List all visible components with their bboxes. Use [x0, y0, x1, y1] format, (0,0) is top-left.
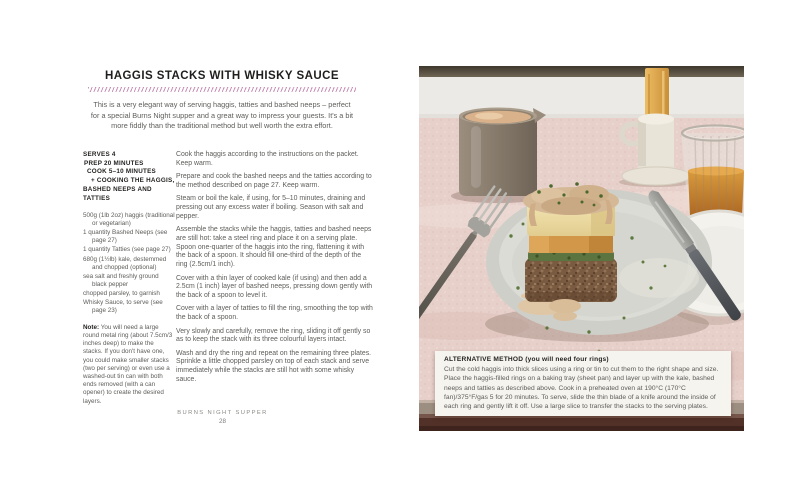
cook-time-label: COOK 5–10 MINUTES	[87, 168, 156, 176]
extra-cook-time-label: + COOKING THE HAGGIS, BASHED NEEPS AND TATTIES	[83, 177, 175, 202]
decorative-hatch-rule	[88, 87, 356, 92]
ingredient-item: chopped parsley, to garnish	[83, 289, 160, 297]
ingredient-item: 1 quantity Bashed Neeps (see page 27)	[83, 229, 168, 245]
recipe-intro: This is a very elegant way of serving haggis, tatties and bashed neeps – perfect for a special Burns Night supper and a great way to impress your guests. It's a bit more fiddly than the traditional method but well worth the extra effort.	[90, 100, 354, 131]
ingredient-item: 680g (1½lb) kale, destemmed and chopped (optional)	[83, 255, 167, 271]
page-number: 28	[218, 418, 226, 425]
recipe-meta	[83, 151, 175, 203]
serves-label: SERVES 4	[83, 151, 116, 158]
prep-time-label: PREP 20 MINUTES	[84, 159, 144, 167]
recipe-title: HAGGIS STACKS WITH WHISKY SAUCE	[105, 70, 339, 82]
method-step: Prepare and cook the bashed neeps and the tatties according to the method described on page 27. Keep warm.	[176, 173, 372, 189]
method-step: Cover with a thin layer of cooked kale (if using) and then add a 2.5cm (1 inch) layer of bashed neeps, pressing down gently with the back of a spoon to level it.	[176, 274, 373, 300]
whisky-sauce-jug	[451, 108, 546, 204]
ingredients-list	[83, 212, 175, 315]
note-text: You will need a large round metal ring (about 7.5cm/3 inches deep) to make the stacks. If you don't have one, you could make smaller stacks (two per serving) or even use a washed-out tin can with both ends removed (with a can opener) to create the desired layers.	[83, 323, 173, 405]
section-title: BURNS NIGHT SUPPER	[177, 410, 268, 416]
recipe-sidebar	[83, 151, 175, 406]
ingredient-item: 1 quantity Tatties (see page 27)	[83, 246, 171, 254]
method-step: Cover with a layer of tatties to fill the ring, smoothing the top with the back of a spoon.	[176, 305, 373, 322]
method-step: Steam or boil the kale, if using, for 5–10 minutes, draining and pressing out any excess water if boiling. Season with salt and pepper.	[176, 195, 366, 220]
note-label: Note:	[83, 323, 100, 331]
page-footer	[60, 410, 385, 425]
haggis-stack	[523, 182, 619, 313]
method-step: Cook the haggis according to the instructions on the packet. Keep warm.	[176, 151, 359, 167]
ingredient-item: Whisky Sauce, to serve (see page 23)	[83, 299, 163, 314]
alternative-method-heading: ALTERNATIVE METHOD (you will need four rings)	[444, 356, 609, 363]
alternative-method-box	[435, 351, 731, 416]
alternative-method-body: Cut the cold haggis into thick slices using a ring or tin to cut them to the right shape and size. Place the haggis-filled rings on a baking tray (sheet pan) and layer up with the kale, bashed neeps and tatties as described above. Cook in a preheated oven at 190°C (170°C fan)/375°F/gas 5 for 20 minutes. To serve, slide the thin blade of a knife around the inside of each ring and gently lift it off. Use a large slice to transfer the stacks to the serving plates.	[444, 366, 719, 411]
recipe-note	[83, 324, 175, 406]
title-block	[88, 70, 356, 132]
ingredient-item: 500g (1lb 2oz) haggis (traditional or vegetarian)	[83, 212, 175, 228]
method-step: Assemble the stacks while the haggis, tatties and bashed neeps are still hot: take a steel ring and place it on a serving plate. Spoon one-quarter of the haggis into the ring, flattening it with the back of a spoon. It should fill one-third of the depth of the ring (2.5cm/1 inch).	[176, 226, 372, 269]
method-steps	[176, 151, 374, 389]
method-step: Wash and dry the ring and repeat on the remaining three plates. Sprinkle a little chopped parsley on top of each stack and serve immediately while the stacks are still hot with some whisky sauce.	[176, 349, 372, 384]
ingredient-item: sea salt and freshly ground black pepper	[83, 272, 159, 288]
method-step: Very slowly and carefully, remove the ring, sliding it off gently so as to keep the stack with its three colourful layers intact.	[176, 327, 371, 344]
